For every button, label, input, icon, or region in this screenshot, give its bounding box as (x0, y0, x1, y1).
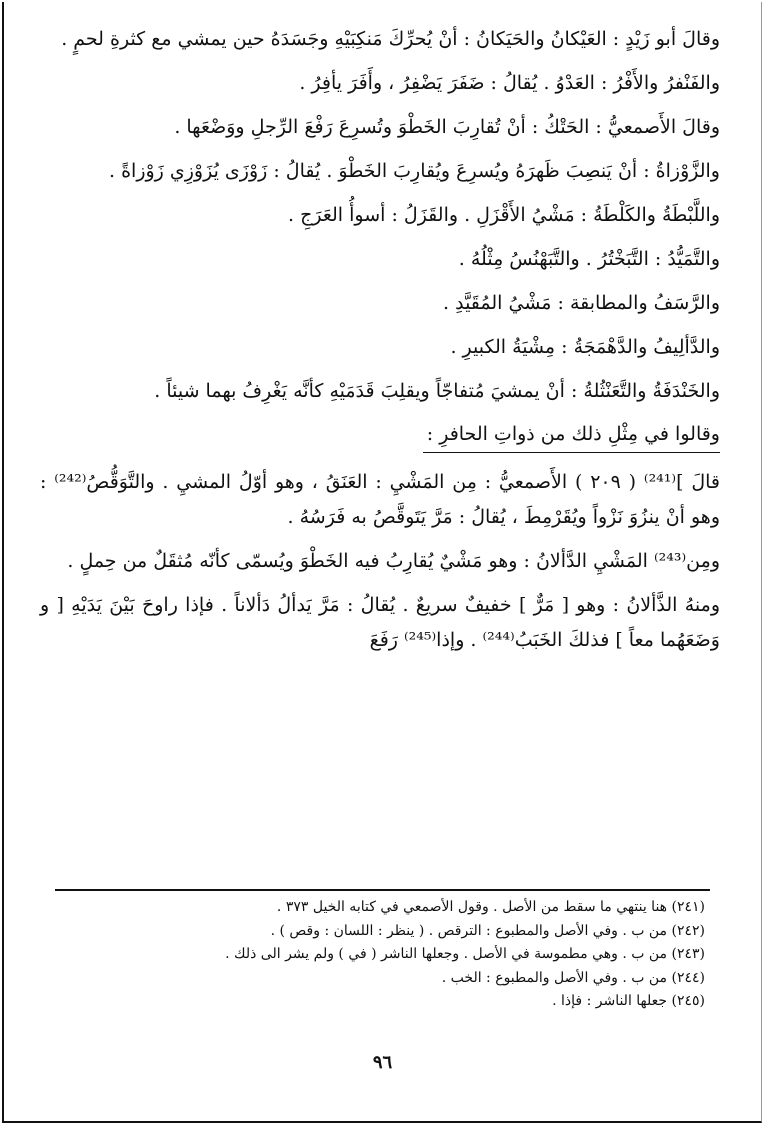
paragraph-alanaq: قالَ ]⁽²⁴¹⁾ ( ٢٠٩ ) الأَصمعيُّ : مِن المَشْيِ : العَنَقُ ، وهو أوّلُ المشيِ . والتَّوَقُّصُ⁽²⁴²⁾ : وهو أنْ ينزُوَ نَزْواً ويُقَرْمِطَ ، يُقالُ : مَرَّ يَتَوقَّصُ به فَرَسُهُ . (40, 471, 720, 528)
footnote-divider (55, 889, 710, 891)
page-number: ٩٦ (372, 1052, 393, 1073)
paragraph-abu-zayd: وقالَ أبو زَيْدٍ : العَيْكانُ والحَيَكانُ : أنْ يُحرِّكَ مَنكِبَيْهِ وجَسَدَهُ حين يمشي مع كثرةِ لحمٍ . (61, 28, 720, 50)
footnote-244: (٢٤٤) من ب . وفي الأصل والمطبوع : الخب . (441, 969, 705, 986)
paragraph-alzawzaa: والزَّوْزاةُ : أنْ يَنصِبَ ظَهرَهُ ويُسرِعَ ويُقارِبَ الخَطْوَ . يُقالُ : زَوْزَى يُزَوْزِي زَوْزاةً . (109, 160, 720, 182)
footnotes (40, 896, 705, 1014)
paragraph-altamayyud: والتَّمَيُّدُ : التَّبَخْتُرُ . والتَّبَهْنُسُ مِثْلُهُ . (458, 248, 720, 270)
footnote-241: (٢٤١) هنا ينتهي ما سقط من الأصل . وقول الأصمعي في كتابه الخيل ٣٧٣ . (276, 899, 705, 915)
section-heading-text: وقالوا في مِثْلِ ذلك من ذواتِ الحافرِ : (423, 418, 720, 453)
paragraph-alkhandafa: والخَنْدَفَةُ والتَّعَنْثُلةُ : أنْ يمشيَ مُتفاجّاً ويقلِبَ قَدَمَيْهِ كأنَّه يَغْرِفُ بهما شيئاً . (154, 380, 720, 402)
section-heading (40, 418, 720, 453)
paragraph-alfanfar: والفَنْفرُ والأَفْرُ : العَدْوُ . يُقالُ : ضَفَرَ يَضْفِرُ ، وأَفَرَ يأفِرُ . (299, 72, 720, 94)
paragraph-aldalan: ومِن⁽²⁴³⁾ المَشْيِ الدَّألانُ : وهو مَشْيٌ يُقارِبُ فيه الخَطْوَ ويُسمّى كأنّه مُثقَلٌ من حِملٍ . (67, 550, 720, 572)
paragraph-aldalif: والدَّألِيفُ والدَّهْمَجَةُ : مِشْيَةُ الكبيرِ . (450, 336, 720, 358)
paragraph-alrasaf: والرَّسَفُ والمطابقة : مَشْيُ المُقَيَّدِ . (443, 292, 720, 314)
footnote-245: (٢٤٥) جعلها الناشر : فإذا . (552, 993, 705, 1009)
footnote-242: (٢٤٢) من ب . وفي الأصل والمطبوع : الترقص . ( ينظر : اللسان : وقص ) . (270, 922, 705, 939)
page-body (40, 22, 720, 667)
paragraph-allabta: واللَّبْطَةُ والكَلْطَةُ : مَشْيُ الأَقْزَلِ . والقَزَلُ : أسوأُ العَرَجِ . (288, 204, 720, 226)
paragraph-aldhalan: ومنهُ الذَّألانُ : وهو [ مَرٌّ ] خفيفٌ سريعٌ . يُقالُ : مَرَّ يَدألُ دَألاناً . فإذا راوحَ بَيْنَ يَدَيْهِ [ و وَضَعَهُما معاً ] فذلكَ الخَبَبُ⁽²⁴⁴⁾ . وإذا⁽²⁴⁵⁾ رَفَعَ (40, 594, 720, 651)
footnote-243: (٢٤٣) من ب . وهي مطموسة في الأصل . وجعلها الناشر ( في ) ولم يشر الى ذلك . (225, 946, 705, 962)
paragraph-alhatk: وقالَ الأَصمعيُّ : الحَتْكُ : أنْ تُقارِبَ الخَطْوَ وتُسرِعَ رَفْعَ الرِّجلِ ووَضْعَها . (174, 116, 720, 138)
